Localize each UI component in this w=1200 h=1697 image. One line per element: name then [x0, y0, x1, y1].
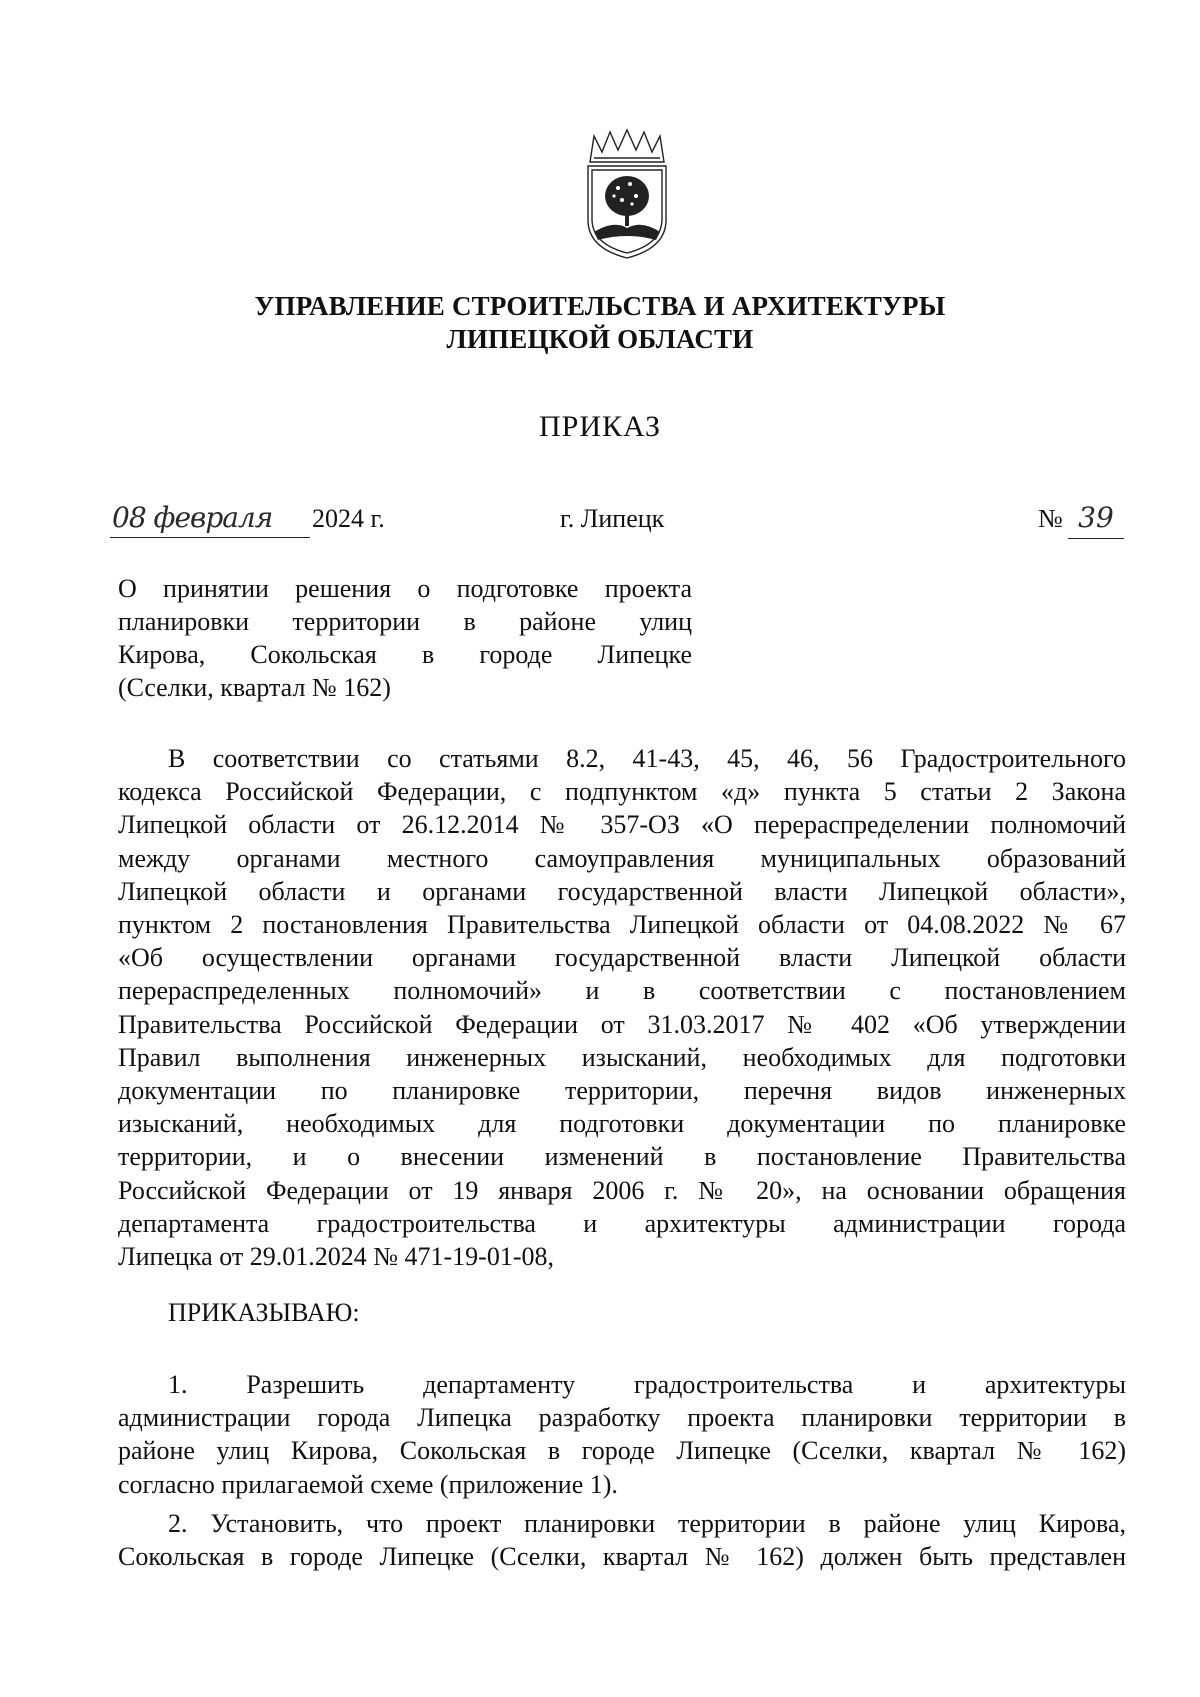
preamble-line: территории, и о внесении изменений в постановление Правительства: [118, 1142, 1126, 1172]
preamble-line: между органами местного самоуправления муниципальных образований: [118, 843, 1126, 873]
preamble-line: «Об осуществлении органами государственной власти Липецкой области: [118, 943, 1126, 973]
preamble-line: пунктом 2 постановления Правительства Липецкой области от 04.08.2022 № 67: [118, 910, 1126, 940]
subject-line: планировки территории в районе улиц: [118, 607, 692, 636]
preamble-line: Липецкой области и органами государственной власти Липецкой области»,: [118, 876, 1126, 906]
item-2-line: 2. Установить, что проект планировки территории в районе улиц Кирова,: [168, 1508, 1126, 1538]
preamble-line: перераспределенных полномочий» и в соответствии с постановлением: [118, 976, 1126, 1006]
document-subject: [118, 572, 692, 704]
document-type-title: ПРИКАЗ: [539, 410, 661, 443]
date-year: 2024 г.: [312, 504, 385, 533]
preamble-line: кодекса Российской Федерации, с подпунктом «д» пункта 5 статьи 2 Закона: [118, 777, 1126, 807]
item-1-line: согласно прилагаемой схеме (приложение 1).: [118, 1469, 618, 1499]
preamble-line: изысканий, необходимых для подготовки документации по планировке: [118, 1109, 1126, 1139]
number-sign: №: [1038, 504, 1063, 533]
subject-line: Кирова, Сокольская в городе Липецке: [118, 640, 692, 669]
item-2-line: Сокольская в городе Липецке (Сселки, квартал № 162) должен быть представлен: [118, 1542, 1126, 1572]
order-keyword: ПРИКАЗЫВАЮ:: [168, 1298, 360, 1327]
preamble-line: Российской Федерации от 19 января 2006 г. № 20», на основании обращения: [118, 1175, 1126, 1205]
date-number-row: [0, 502, 1200, 548]
item-1-line: администрации города Липецка разработку проекта планировки территории в: [118, 1403, 1126, 1433]
subject-line: О принятии решения о подготовке проекта: [118, 574, 692, 603]
subject-line: (Сселки, квартал № 162): [118, 673, 391, 702]
preamble-line: департамента градостроительства и архитектуры администрации города: [118, 1208, 1126, 1238]
organization-name-line-1: УПРАВЛЕНИЕ СТРОИТЕЛЬСТВА И АРХИТЕКТУРЫ: [254, 291, 946, 321]
handwritten-document-number: 39: [1068, 502, 1124, 539]
preamble-line: документации по планировке территории, перечня видов инженерных: [118, 1076, 1126, 1106]
organization-name-line-2: ЛИПЕЦКОЙ ОБЛАСТИ: [446, 324, 754, 354]
handwritten-date: 08 февраля: [110, 502, 310, 538]
preamble-line: Липецка от 29.01.2024 № 471-19-01-08,: [118, 1242, 554, 1272]
preamble-line: Правил выполнения инженерных изысканий, необходимых для подготовки: [118, 1042, 1126, 1072]
city-name: г. Липецк: [560, 504, 665, 533]
item-1-line: 1. Разрешить департаменту градостроительства и архитектуры: [168, 1370, 1126, 1399]
order-items: [118, 1368, 1126, 1573]
preamble-line: Правительства Российской Федерации от 31.03.2017 № 402 «Об утверждении: [118, 1009, 1126, 1039]
preamble-line: В соответствии со статьями 8.2, 41-43, 45, 46, 56 Градостроительного: [168, 744, 1126, 773]
item-1-line: районе улиц Кирова, Сокольская в городе Липецке (Сселки, квартал № 162): [118, 1436, 1126, 1466]
preamble-paragraph: [118, 742, 1126, 1273]
coat-of-arms-icon: [584, 128, 670, 262]
preamble-line: Липецкой области от 26.12.2014 № 357-ОЗ «О перераспределении полномочий: [118, 810, 1126, 840]
